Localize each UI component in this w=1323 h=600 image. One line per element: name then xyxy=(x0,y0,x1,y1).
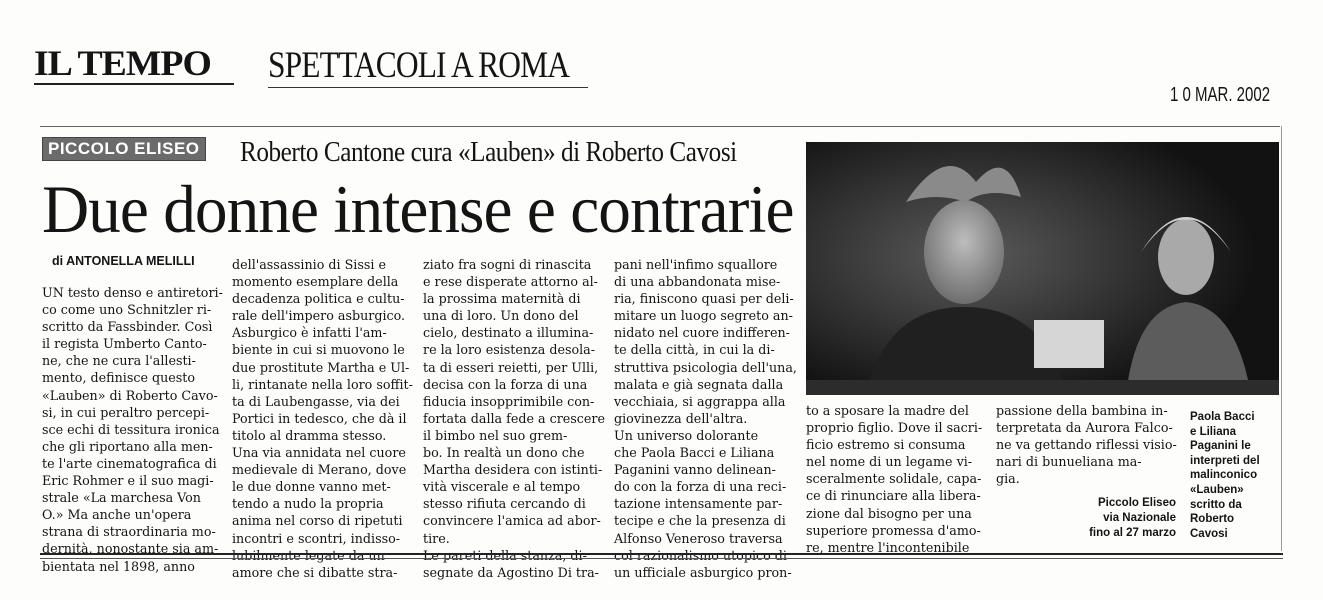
text-line: nidato nel cuore indifferen- xyxy=(614,325,790,341)
text-line: Una via annidata nel cuore xyxy=(232,445,406,461)
text-line: un ufficiale asburgico pron- xyxy=(614,564,792,580)
text-line: re, mentre l'incontenibile xyxy=(806,539,970,555)
article-column-3 xyxy=(423,256,603,581)
text-line: bo. In realtà un dono che xyxy=(423,445,585,461)
text-line: col razionalismo utopico di xyxy=(614,547,787,563)
text-line: scritto da Fassbinder. Così xyxy=(42,319,213,335)
text-line: lubilmente legate da un xyxy=(232,547,385,563)
text-line: fortata dalla fede a crescere xyxy=(423,410,605,426)
text-line: incontri e scontri, indisso- xyxy=(232,530,401,546)
masthead-underline xyxy=(34,83,234,85)
article-column-4 xyxy=(614,256,796,581)
text-line: nel nome di un legame vi- xyxy=(806,454,973,470)
venue-info-line: via Nazionale xyxy=(1103,511,1176,524)
production-photo xyxy=(806,142,1279,395)
text-line: zione dal bisogno per una xyxy=(806,505,972,521)
text-line: che Paola Bacci e Liliana xyxy=(614,445,775,461)
text-line: due prostitute Martha e Ul- xyxy=(232,359,410,375)
text-line: te della città, in cui la di- xyxy=(614,342,775,358)
text-line: fiducia insopprimibile con- xyxy=(423,393,595,409)
article-headline: Due donne intense e contrarie xyxy=(42,171,794,247)
photo-caption-line: «Lauben» xyxy=(1190,483,1244,496)
text-line: mitare un luogo segreto an- xyxy=(614,308,793,324)
article-column-5 xyxy=(806,402,984,556)
text-line: tecipe e che la presenza di xyxy=(614,513,786,529)
text-line: sce echi di tessitura ironica xyxy=(42,421,220,437)
text-line: che gli riportano alla men- xyxy=(42,438,213,454)
text-line: tendo a nudo la propria xyxy=(232,496,384,512)
text-line: medievale di Merano, dove xyxy=(232,462,407,478)
text-line: to a sposare la madre del xyxy=(806,403,969,418)
article-top-rule xyxy=(40,126,1280,127)
text-line: ta di Laubengasse, via dei xyxy=(232,393,400,409)
venue-badge: PICCOLO ELISEO xyxy=(42,137,206,161)
bottom-rule-thin xyxy=(40,558,1283,559)
text-line: segnate da Agostino Di tra- xyxy=(423,564,599,580)
text-line: ficio estremo si consuma xyxy=(806,437,966,453)
text-line: Asburgico è infatti l'am- xyxy=(232,325,387,341)
text-line: dernità, nonostante sia am- xyxy=(42,541,219,557)
publication-date: 1 0 MAR. 2002 xyxy=(1170,84,1271,106)
text-line: Martha desidera con istinti- xyxy=(423,462,603,478)
text-line: ne va gettando riflessi visio- xyxy=(996,437,1177,453)
text-line: vità viscerale e al tempo xyxy=(423,479,581,495)
photo-caption-line: scritto da xyxy=(1190,498,1242,511)
text-line: «Lauben» di Roberto Cavo- xyxy=(42,387,218,403)
text-line: si, in cui peraltro percepi- xyxy=(42,404,210,420)
text-line: Portici in tedesco, che dà il xyxy=(232,410,407,426)
venue-info xyxy=(1058,496,1176,540)
text-line: strale «La marchesa Von xyxy=(42,490,201,506)
venue-info-line: Piccolo Eliseo xyxy=(1098,497,1176,509)
section-title: SPETTACOLI A ROMA xyxy=(268,45,570,86)
photo-caption-line: e Liliana xyxy=(1190,425,1237,438)
byline: di ANTONELLA MELILLI xyxy=(52,254,195,268)
text-line: decisa con la forza di una xyxy=(423,376,588,392)
text-line: di una abbandonata mise- xyxy=(614,274,781,290)
text-line: tazione intensamente par- xyxy=(614,496,783,512)
bottom-rule xyxy=(40,553,1283,555)
text-line: e rese disperate attorno al- xyxy=(423,274,598,290)
photo-caption-line: Roberto xyxy=(1190,513,1235,526)
article-column-2 xyxy=(232,256,414,581)
text-line: struttiva psicologia dell'una, xyxy=(614,359,797,375)
text-line: amore che si dibatte stra- xyxy=(232,564,398,580)
text-line: momento esemplare della xyxy=(232,274,399,290)
text-line: Un universo dolorante xyxy=(614,427,759,443)
text-line: cielo, destinato a illumina- xyxy=(423,325,594,341)
text-line: ria, finiscono quasi per deli- xyxy=(614,291,794,307)
article-column-1 xyxy=(42,284,223,575)
text-line: Paganini vanno delinean- xyxy=(614,462,776,478)
text-line: Eric Rohmer e il suo magi- xyxy=(42,473,214,489)
venue-info-line: fino al 27 marzo xyxy=(1089,526,1176,539)
text-line: una di loro. Un dono del xyxy=(423,308,579,324)
text-line: li, rintanate nella loro soffit- xyxy=(232,376,413,392)
text-line: gia. xyxy=(996,471,1020,487)
text-line: ziato fra sogni di rinascita xyxy=(423,257,592,272)
text-line: bientata nel 1898, anno xyxy=(42,558,195,574)
text-line: malata e già segnata dalla xyxy=(614,376,784,392)
text-line: nari di bunueliana ma- xyxy=(996,454,1142,470)
text-line: sceralmente solidale, capa- xyxy=(806,471,982,487)
text-line: la prossima maternità di xyxy=(423,291,581,307)
text-line: anima nel corso di ripetuti xyxy=(232,513,403,529)
text-line: tire. xyxy=(423,530,450,546)
text-line: co come uno Schnitzler ri- xyxy=(42,302,212,318)
text-line: ce di rinunciare alla libera- xyxy=(806,488,981,504)
text-line: re la loro esistenza desola- xyxy=(423,342,596,358)
text-line: mento, definisce questo xyxy=(42,370,196,386)
text-line: superiore promessa d'amo- xyxy=(806,522,981,538)
text-line: pani nell'infimo squallore xyxy=(614,257,778,272)
photo-caption-line: interpreti del xyxy=(1190,454,1260,467)
photo-caption-line: Paganini le xyxy=(1190,440,1251,453)
text-line: ta di esseri reietti, per Ulli, xyxy=(423,359,599,375)
right-margin-rule xyxy=(1281,126,1282,551)
article-column-6 xyxy=(996,402,1180,487)
text-line: decadenza politica e cultu- xyxy=(232,291,405,307)
photo-caption-line: malinconico xyxy=(1190,469,1258,482)
text-line: Alfonso Veneroso traversa xyxy=(614,530,783,546)
text-line: te l'arte cinematografica di xyxy=(42,455,217,471)
photo-caption-line: Paola Bacci xyxy=(1190,411,1255,423)
text-line: Le pareti della stanza, di- xyxy=(423,547,587,563)
photo-caption-line: Cavosi xyxy=(1190,527,1228,540)
text-line: giovinezza dell'altra. xyxy=(614,410,748,426)
text-line: convincere l'amica ad abor- xyxy=(423,513,601,529)
text-line: terpretata da Aurora Falco- xyxy=(996,420,1173,436)
text-line: vecchiaia, si aggrappa alla xyxy=(614,393,786,409)
text-line: passione della bambina in- xyxy=(996,403,1168,418)
text-line: le due donne vanno met- xyxy=(232,479,391,495)
photo-caption xyxy=(1190,410,1276,541)
text-line: strana di straordinaria mo- xyxy=(42,524,216,540)
text-line: il regista Umberto Canto- xyxy=(42,336,207,352)
text-line: stesso rifiuta cercando di xyxy=(423,496,586,512)
text-line: UN testo denso e antiretori- xyxy=(42,285,223,300)
text-line: ne, che ne cura l'allesti- xyxy=(42,353,196,369)
text-line: do con la forza di una reci- xyxy=(614,479,787,495)
text-line: rale dell'impero asburgico. xyxy=(232,308,406,324)
text-line: O.» Ma anche un'opera xyxy=(42,507,192,523)
text-line: proprio figlio. Dove il sacri- xyxy=(806,420,983,436)
text-line: il bimbo nel suo grem- xyxy=(423,427,568,443)
text-line: biente in cui si muovono le xyxy=(232,342,405,358)
text-line: dell'assassinio di Sissi e xyxy=(232,257,386,272)
newspaper-masthead: IL TEMPO xyxy=(34,43,211,83)
article-kicker: Roberto Cantone cura «Lauben» di Roberto Cavosi xyxy=(240,137,737,168)
section-underline xyxy=(268,87,588,88)
text-line: titolo al dramma stesso. xyxy=(232,427,387,443)
